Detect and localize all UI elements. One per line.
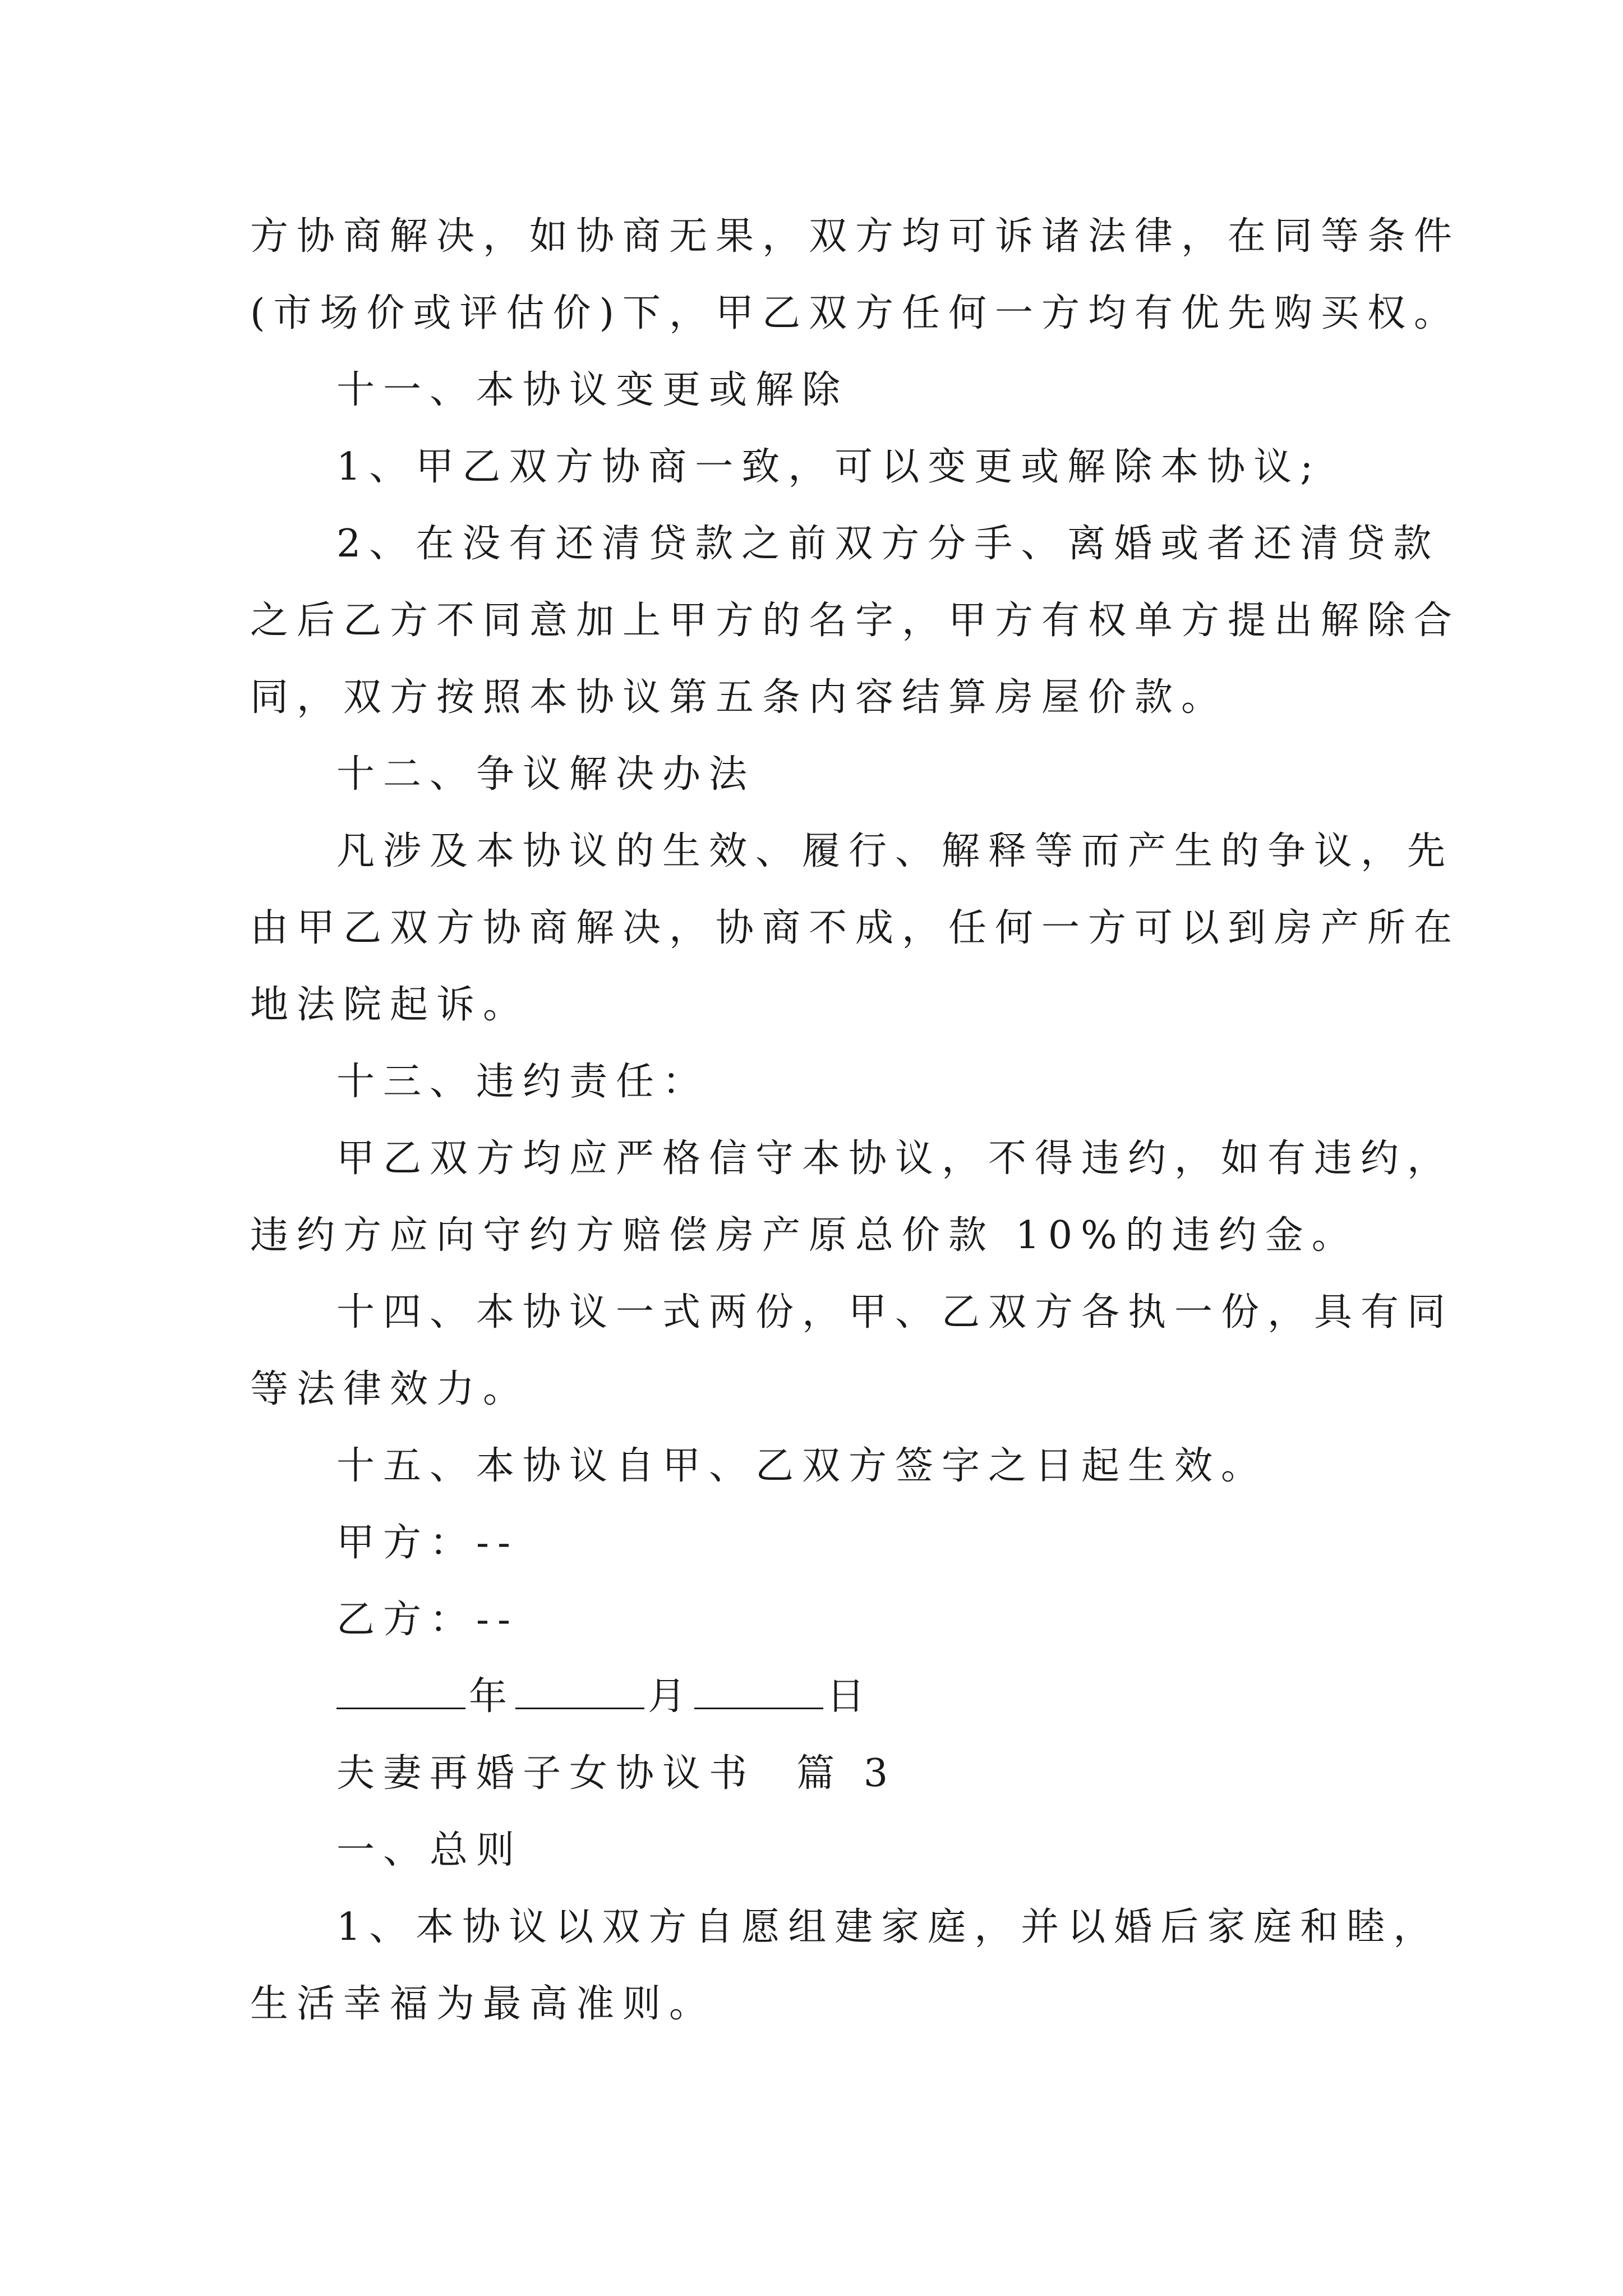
body-line: 等法律效力。 [250,1367,530,1411]
section-heading: 十四、本协议一式两份，甲、乙双方各执一份，具有同 [336,1290,1454,1335]
body-line: 1、甲乙双方协商一致，可以变更或解除本协议; [336,445,1322,489]
year-label: 年 [469,1674,516,1719]
body-line: 违约方应向守约方赔偿房产原总价款 10%的违约金。 [250,1213,1358,1258]
body-line: 方协商解决，如协商无果，双方均可诉诸法律，在同等条件 [250,214,1461,259]
body-line: 1、本协议以双方自愿组建家庭，并以婚后家庭和睦， [336,1905,1440,1949]
body-line: 之后乙方不同意加上甲方的名字，甲方有权单方提出解除合 [250,599,1461,643]
month-label: 月 [648,1674,695,1719]
day-label: 日 [827,1674,874,1719]
body-line: 甲乙双方均应严格信守本协议，不得违约，如有违约， [336,1137,1454,1181]
body-line: 生活幸福为最高准则。 [250,1982,716,2026]
party-b-signature: 乙方：-- [336,1598,519,1642]
section-heading: 一、总则 [336,1828,523,1872]
section-heading: 十三、违约责任： [336,1060,709,1104]
day-blank [694,1673,823,1709]
year-blank [336,1673,465,1709]
body-line: 由甲乙双方协商解决，协商不成，任何一方可以到房产所在 [250,906,1461,950]
body-line: 同，双方按照本协议第五条内容结算房屋价款。 [250,675,1228,720]
month-blank [515,1673,644,1709]
party-a-signature: 甲方：-- [336,1521,519,1565]
body-line: 地法院起诉。 [250,983,530,1027]
date-line [336,1669,873,1725]
body-line: 凡涉及本协议的生效、履行、解释等而产生的争议，先 [336,829,1454,873]
body-line: (市场价或评估价)下，甲乙双方任何一方均有优先购买权。 [250,291,1461,335]
section-heading: 十一、本协议变更或解除 [336,368,849,412]
section-heading: 十五、本协议自甲、乙双方签字之日起生效。 [336,1444,1268,1488]
body-line: 2、在没有还清贷款之前双方分手、离婚或者还清贷款 [336,522,1440,566]
section-title: 夫妻再婚子女协议书 篇 3 [336,1751,897,1796]
section-heading: 十二、争议解决办法 [336,752,756,797]
